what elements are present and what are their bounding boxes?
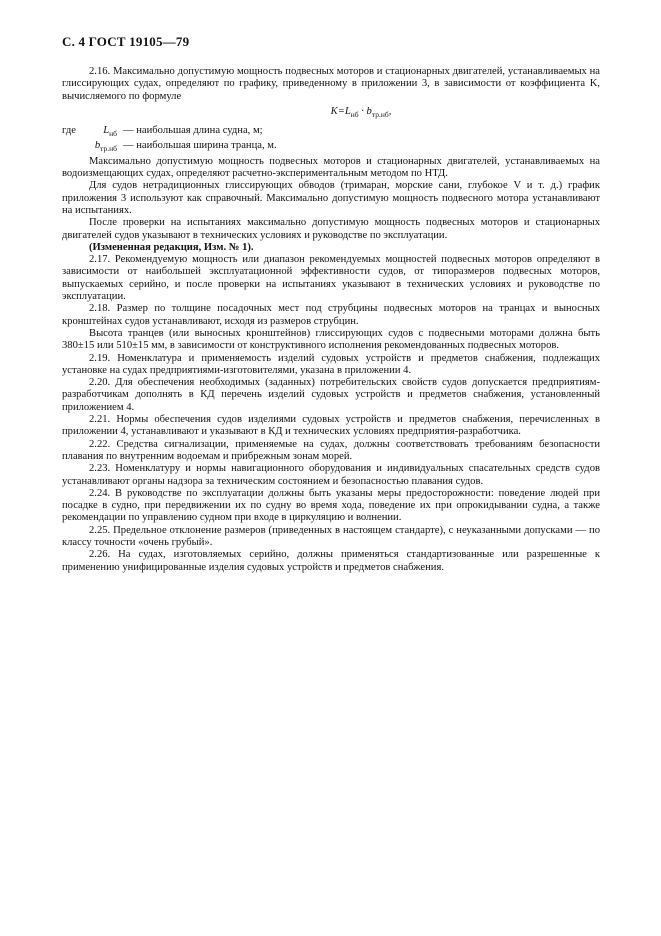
definitions	[62, 125, 600, 156]
amendment-note: (Измененная редакция, Изм. № 1).	[89, 241, 254, 253]
paragraph-2-23: 2.23. Номенклатуру и нормы навигационного оборудования и индивидуальных спасательных средств судов устанавливают органы надзора за техническим состоянием и безопасностью плавания судов.	[62, 463, 600, 487]
paragraph-2-21: 2.21. Нормы обеспечения судов изделиями судовых устройств и предметов снабжения, перечисленных в приложении 4, устанавливают и указывают в КД и технических условиях предприятия-разработчика.	[62, 414, 600, 438]
formula-end: ,	[388, 105, 392, 117]
definition-symbol: $L_{нб}$	[103, 125, 117, 139]
paragraph-2-16-b: Максимально допустимую мощность подвесных моторов и стационарных двигателей, устанавливаемых на водоизмещающих судах, определяют расчетно-экспериментальным методом по НТД.	[62, 155, 600, 180]
paragraph-2-16-d: После проверки на испытаниях максимально допустимую мощность подвесных моторов и стационарных двигателей судов указывают в технических условиях и руководстве по эксплуатации.	[62, 217, 600, 241]
paragraph-2-16-c: Для судов нетрадиционных глиссирующих обводов (тримаран, морские сани, глубокое V и т. д.) график приложения 3 используют как справочный. Максимально допустимую мощность подвесного мотора устанавливают на испытаниях.	[62, 180, 600, 216]
document-page	[62, 34, 600, 574]
formula-mid: · b	[358, 105, 372, 117]
paragraph-2-19: 2.19. Номенклатура и применяемость изделий судовых устройств и предметов снабжения, подлежащих установке на судах предприятиями-изготовителями, указана в приложении 4.	[62, 352, 600, 376]
formula	[122, 106, 600, 121]
paragraph-2-17: 2.17. Рекомендуемую мощность или диапазон рекомендуемых мощностей подвесных моторов определяют в зависимости от наибольшей эксплуатационной эффективности судов, от типоразмеров подвесных моторов, выпускаемых серийно, и после проверки на испытаниях указывают в технических условиях и руководстве по эксплуатации.	[62, 254, 600, 303]
paragraph-2-24: 2.24. В руководстве по эксплуатации должны быть указаны меры предосторожности: поведение людей при посадке в судно, при передвижении их по судну во время хода, поведение их при опрокидывании судна, а также рекомендации по управлению судном при входе в циркуляцию и волнении.	[62, 487, 600, 524]
definition-row	[62, 125, 600, 140]
definition-text: — наибольшая ширина транца, м.	[123, 140, 277, 152]
formula-main: K=L	[330, 105, 351, 117]
paragraph-2-25: 2.25. Предельное отклонение размеров (приведенных в настоящем стандарте), с неуказанными допусками — по классу точности «очень грубый».	[62, 524, 600, 549]
definitions-lead: где	[62, 125, 76, 136]
paragraph-2-16: 2.16. Максимально допустимую мощность подвесных моторов и стационарных двигателей, устанавливаемых на глиссирующих судах, определяют по графику, приведенному в приложении 3, в зависимости от коэффициента K, вычисляемого по формуле	[62, 66, 600, 102]
formula-sub-1: нб	[350, 110, 359, 119]
page-header: С. 4 ГОСТ 19105—79	[62, 34, 190, 49]
paragraph-2-22: 2.22. Средства сигнализации, применяемые на судах, должны соответствовать требованиям безопасности плавания по внутренним водоемам и прибрежным зонам морей.	[62, 438, 600, 462]
paragraph-2-26: 2.26. На судах, изготовляемых серийно, должны применяться стандартизованные или разрешенные к применению унифицированные изделия судовых устройств и предметов снабжения.	[62, 549, 600, 573]
definition-symbol: $b_{тр.нб}$	[94, 140, 117, 154]
formula-sub-2: тр.нб	[371, 110, 389, 119]
paragraph-2-18-b: Высота транцев (или выносных кронштейнов) глиссирующих судов с подвесными моторами должна быть 380±15 или 510±15 мм, в зависимости от конструктивного исполнения рекомендованных подвесных моторов.	[62, 327, 600, 352]
definition-text: — наибольшая длина судна, м;	[123, 125, 263, 136]
paragraph-2-20: 2.20. Для обеспечения необходимых (заданных) потребительских свойств судов допускается предприятиям-разработчикам дополнять в КД перечень изделий судовых устройств и предметов снабжения, установленный приложением 4.	[62, 377, 600, 413]
definition-row	[62, 140, 600, 155]
paragraph-2-18: 2.18. Размер по толщине посадочных мест под струбцины подвесных моторов на транцах и выносных кронштейнах судов устанавливают, исходя из размеров струбцин.	[62, 303, 600, 327]
